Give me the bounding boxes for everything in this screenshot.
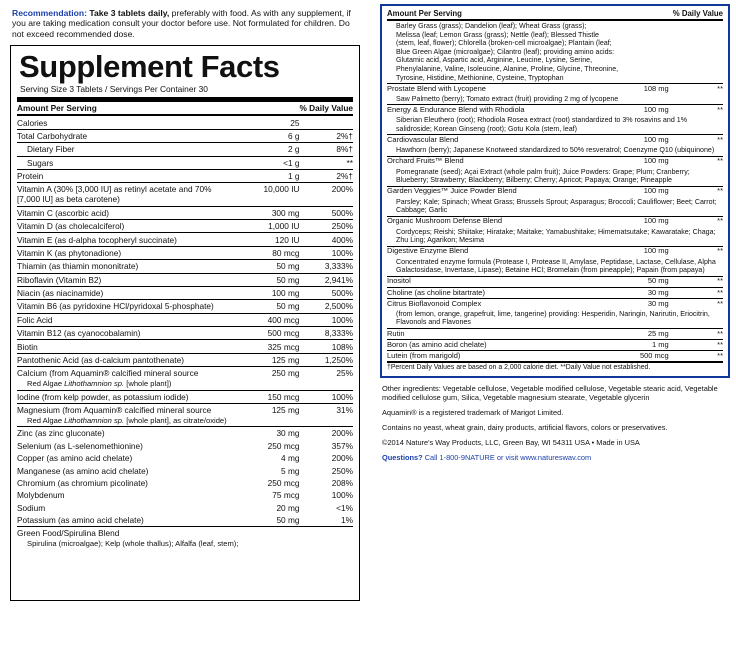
supplement-facts-panel-left xyxy=(10,45,360,601)
row-amount: 1 mg xyxy=(613,340,673,351)
row-dv: 400% xyxy=(300,233,354,246)
row-dv: ** xyxy=(673,186,723,197)
row-name: Citrus Bioflavonoid Complex xyxy=(387,298,613,309)
table-row xyxy=(17,353,353,366)
table-detail-row xyxy=(387,257,723,276)
row-name: Vitamin C (ascorbic acid) xyxy=(17,206,236,219)
row-dv xyxy=(300,115,354,129)
row-amount: 30 mg xyxy=(613,298,673,309)
cont-line: (stem, leaf, flower); Chlorella (broken-cell microalgae); Plantain (leaf; xyxy=(396,39,612,48)
table-header-row xyxy=(387,9,723,20)
row-name: Choline (as choline bitartrate) xyxy=(387,287,613,298)
right-column xyxy=(374,0,736,667)
row-dv: 100% xyxy=(300,390,354,403)
serving-size: Serving Size 3 Tablets / Servings Per Container 30 xyxy=(20,84,208,95)
row-name: Boron (as amino acid chelate) xyxy=(387,340,613,351)
row-dv: ** xyxy=(673,351,723,363)
row-amount: 50 mg xyxy=(236,260,300,273)
table-row xyxy=(17,233,353,246)
row-dv: 1% xyxy=(341,515,353,526)
row-amount: 50 mg xyxy=(236,273,300,286)
row-dv: 100% xyxy=(300,246,354,259)
row-name: Zinc (as zinc gluconate) xyxy=(17,427,236,440)
row-dv: 500% xyxy=(300,286,354,299)
table-detail-row xyxy=(387,145,723,156)
table-row xyxy=(17,260,353,273)
nutrition-table-right xyxy=(387,9,723,374)
row-dv: ** xyxy=(673,105,723,116)
row-dv: 200% xyxy=(300,183,354,206)
header-spacer xyxy=(613,9,673,20)
row-amount: 120 IU xyxy=(236,233,300,246)
row-amount: 50 mg xyxy=(276,515,300,526)
row-amount: 50 mg xyxy=(613,276,673,287)
recommendation-body: preferably with food. As with any supplement, if you are taking medication consult your doctor before use. Not formulated for children. Do not exceed recommended dose. xyxy=(12,8,351,39)
row-dv: 8,333% xyxy=(300,327,354,340)
table-row xyxy=(387,246,723,257)
table-row xyxy=(387,105,723,116)
table-row xyxy=(17,169,353,182)
free-of-note: Contains no yeast, wheat grain, dairy products, artificial flavors, colors or preservatives. xyxy=(382,422,668,432)
cont-line: Blue Green Algae (microalgae); Cilantro (leaf); providing amino acids: xyxy=(396,47,615,56)
row-detail: Cordyceps; Reishi; Shiitake; Hiratake; Maitake; Yamabushitake; Himematsutake; Kawaratake; Chaga; Zhu Ling; Agarikon; Mesima xyxy=(396,227,716,245)
table-row xyxy=(17,115,353,129)
row-dv: 2,941% xyxy=(300,273,354,286)
row-name: Riboflavin (Vitamin B2) xyxy=(17,273,236,286)
continuation-row xyxy=(387,20,723,83)
table-detail-row xyxy=(387,227,723,246)
row-detail: Pomegranate (seed); Açai Extract (whole palm fruit); Juice Powders: Grape; Plum; Cranberry; Blueberry; Strawberry; Blackberry; Bilberry; Cherry; Apricot; Papaya; Orange; Pineapple xyxy=(396,167,690,185)
row-amount: 20 mg xyxy=(276,502,300,513)
row-dv: 100% xyxy=(300,313,354,326)
table-header-row xyxy=(17,102,353,115)
row-dv: ** xyxy=(673,135,723,146)
table-row xyxy=(17,327,353,340)
row-name: Digestive Enzyme Blend xyxy=(387,246,613,257)
row-amount: 400 mcg xyxy=(236,313,300,326)
row-dv: ** xyxy=(673,298,723,309)
table-row xyxy=(17,300,353,313)
row-name: Cardiovascular Blend xyxy=(387,135,613,146)
table-detail-row xyxy=(387,94,723,105)
row-amount: 500 mcg xyxy=(236,327,300,340)
row-dv: 2%† xyxy=(300,169,354,182)
trademark-note: Aquamin® is a registered trademark of Marigot Limited. xyxy=(382,407,564,417)
table-row xyxy=(387,351,723,363)
row-dv: 31% xyxy=(300,403,354,426)
table-row xyxy=(17,220,353,233)
row-name: Molybdenum xyxy=(17,490,65,501)
row-dv: 208% xyxy=(331,477,353,488)
row-name: Green Food/Spirulina Blend xyxy=(17,528,120,539)
row-name: Chromium (as chromium picolinate) xyxy=(17,477,148,488)
row-name: Iodine (from kelp powder, as potassium iodide) xyxy=(17,390,236,403)
row-amount: 250 mg xyxy=(236,367,300,390)
row-dv: 108% xyxy=(300,340,354,353)
row-amount: 6 g xyxy=(236,129,300,142)
table-row xyxy=(17,143,353,156)
table-row xyxy=(17,246,353,259)
green-food-continuation xyxy=(387,20,723,83)
row-dv: <1% xyxy=(336,502,353,513)
row-dv: 2,500% xyxy=(300,300,354,313)
row-dv: 2%† xyxy=(300,129,354,142)
row-dv: 250% xyxy=(300,220,354,233)
table-row xyxy=(17,156,353,169)
row-name: Niacin (as niacinamide) xyxy=(17,286,236,299)
recommendation-label: Recommendation: xyxy=(12,8,87,18)
header-amount-per-serving: Amount Per Serving xyxy=(387,8,462,18)
row-name: Total Carbohydrate xyxy=(17,129,236,142)
row-amount: 10,000 IU xyxy=(236,183,300,206)
row-detail: Concentrated enzyme formula (Protease I, Protease II, Amylase, Peptidase, Lactase, Cellulase, Alpha Galactosidase, Invertase, Lipase); Betaine HCl; Bromelain (from pineapple); Papain (from papaya) xyxy=(396,257,716,275)
row-amount: 100 mg xyxy=(613,186,673,197)
row-amount: 5 mg xyxy=(281,465,300,476)
table-row xyxy=(17,129,353,142)
row-dv: ** xyxy=(673,276,723,287)
table-row xyxy=(17,206,353,219)
row-name: Orchard Fruits™ Blend xyxy=(387,156,613,167)
table-row xyxy=(17,514,353,527)
table-row xyxy=(17,502,353,514)
row-amount: 300 mg xyxy=(236,206,300,219)
row-name: Copper (as amino acid chelate) xyxy=(17,453,133,464)
row-name: Calcium (from Aquamin® calcified mineral source xyxy=(17,368,199,379)
table-row xyxy=(387,186,723,197)
row-amount: 100 mg xyxy=(613,246,673,257)
row-dv: 250% xyxy=(331,465,353,476)
table-row xyxy=(387,83,723,94)
table-row xyxy=(387,216,723,227)
row-amount: 4 mg xyxy=(281,453,300,464)
row-amount: 250 mcg xyxy=(267,477,300,488)
row-name: Dietary Fiber xyxy=(17,143,236,156)
row-amount: 80 mcg xyxy=(236,246,300,259)
row-name: Pantothenic Acid (as d-calcium pantothenate) xyxy=(17,353,236,366)
table-row xyxy=(17,390,353,403)
nutrition-table-left xyxy=(17,102,353,549)
table-row xyxy=(17,452,353,464)
row-name-multiline xyxy=(17,527,353,550)
row-name: Prostate Blend with Lycopene xyxy=(387,83,613,94)
table-detail-row xyxy=(387,167,723,186)
row-name: Protein xyxy=(17,169,236,182)
row-name: Rutin xyxy=(387,328,613,339)
row-name: Calories xyxy=(17,115,236,129)
row-amount: 25 mg xyxy=(613,328,673,339)
row-name: Energy & Endurance Blend with Rhodiola xyxy=(387,105,613,116)
cont-line: Melissa (leaf; Lemon Grass (grass); Nettle (leaf); Blessed Thistle xyxy=(396,30,599,39)
row-subtext: Red Algae Lithothamnion sp. [whole plant]) xyxy=(27,379,172,389)
cont-line: Phenylalanine, Valine, Isoleucine, Alanine, Proline, Glycine, Threonine, xyxy=(396,64,619,73)
row-dv: 500% xyxy=(300,206,354,219)
row-amount: 108 mg xyxy=(613,83,673,94)
table-row xyxy=(17,477,353,489)
table-row xyxy=(387,276,723,287)
row-amount: 100 mg xyxy=(613,156,673,167)
row-amount: 500 mcg xyxy=(613,351,673,363)
table-row xyxy=(17,403,353,426)
row-amount: 1 g xyxy=(236,169,300,182)
row-name: Sodium xyxy=(17,502,46,513)
row-name: Garden Veggies™ Juice Powder Blend xyxy=(387,186,613,197)
table-row xyxy=(17,427,353,440)
row-name-multiline xyxy=(17,403,236,426)
questions-text[interactable]: Call 1-800-9NATURE or visit www.natureswav.com xyxy=(422,452,592,462)
row-amount: 30 mg xyxy=(236,427,300,440)
row-name: Vitamin B12 (as cyanocobalamin) xyxy=(17,327,236,340)
table-row xyxy=(387,328,723,339)
table-row xyxy=(387,340,723,351)
row-name-multiline xyxy=(17,367,236,390)
row-amount: 1,000 IU xyxy=(236,220,300,233)
cont-line: Glutamic acid, Aspartic acid, Arginine, Leucine, Lysine, Serine, xyxy=(396,56,593,65)
table-row xyxy=(17,340,353,353)
row-name: Vitamin K (as phytonadione) xyxy=(17,246,236,259)
footnote-row xyxy=(387,362,723,373)
table-row xyxy=(387,135,723,146)
header-spacer xyxy=(236,102,300,115)
row-dv: 3,333% xyxy=(300,260,354,273)
table-row xyxy=(17,183,353,206)
row-amount: 250 mcg xyxy=(267,440,300,451)
supplement-facts-panel-right xyxy=(380,4,730,378)
questions-label: Questions? xyxy=(382,452,423,462)
table-row xyxy=(17,489,353,501)
row-name: Potassium (as amino acid chelate) xyxy=(17,515,144,526)
row-amount: 150 mcg xyxy=(236,390,300,403)
row-dv: ** xyxy=(673,83,723,94)
row-dv: 25% xyxy=(300,367,354,390)
row-dv: ** xyxy=(673,246,723,257)
table-row xyxy=(17,440,353,452)
row-subtext: Spirulina (microalgae); Kelp (whole thallus); Alfalfa (leaf, stem); xyxy=(27,539,239,549)
cont-line: Barley Grass (grass); Dandelion (leaf); Wheat Grass (grass); xyxy=(396,21,587,30)
row-name: Vitamin D (as cholecalciferol) xyxy=(17,220,236,233)
other-information xyxy=(382,384,728,462)
row-amount: 325 mcg xyxy=(236,340,300,353)
row-dv: 100% xyxy=(331,490,353,501)
row-amount: 100 mg xyxy=(613,105,673,116)
row-name: Folic Acid xyxy=(17,313,236,326)
row-name: Biotin xyxy=(17,340,236,353)
table-row xyxy=(17,464,353,476)
recommendation-dose: Take 3 tablets daily, xyxy=(89,8,170,18)
table-row xyxy=(387,156,723,167)
row-name: Inositol xyxy=(387,276,613,287)
table-detail-row xyxy=(387,197,723,216)
row-name: Thiamin (as thiamin mononitrate) xyxy=(17,260,236,273)
row-amount: 125 mg xyxy=(236,353,300,366)
other-ingredients: Other ingredients: Vegetable cellulose, Vegetable modified cellulose, Vegetable stearic acid, Vegetable modified cellulose gum, Silica, Vegetable magnesium stearate, Vegetable glycerin xyxy=(382,383,718,402)
row-name: Sugars xyxy=(17,156,236,169)
header-daily-value: % Daily Value xyxy=(299,103,353,114)
row-detail: Saw Palmetto (berry); Tomato extract (fruit) providing 2 mg of lycopene xyxy=(396,94,619,103)
row-name: Vitamin A (30% [3,000 IU] as retinyl acetate and 70% [7,000 IU] as beta carotene) xyxy=(17,183,236,206)
row-dv: ** xyxy=(673,340,723,351)
row-amount: 100 mg xyxy=(236,286,300,299)
row-detail: Hawthorn (berry); Japanese Knotweed standardized to 50% resveratrol; Coenzyme Q10 (ubiquinone) xyxy=(396,146,715,155)
row-dv: ** xyxy=(673,287,723,298)
table-row xyxy=(387,287,723,298)
table-row xyxy=(387,298,723,309)
recommendation-text xyxy=(12,8,360,39)
table-row xyxy=(17,527,353,550)
daily-value-footnote: †Percent Daily Values are based on a 2,000 calorie diet. **Daily Value not established. xyxy=(387,362,723,373)
row-name: Selenium (as L-selenomethionine) xyxy=(17,440,143,451)
row-detail: Siberian Eleuthero (root); Rhodiola Rosea extract (root) standardized to 3% rosavins and 1% salidroside; Korean Ginseng (root); Gotu Kola (stem, leaf) xyxy=(396,116,687,133)
row-detail: Parsley; Kale; Spinach; Wheat Grass; Brussels Sprout; Asparagus; Broccoli; Cauliflower; Beet; Carrot; Cabbage; Garlic xyxy=(396,197,717,215)
row-name: Vitamin B6 (as pyridoxine HCl/pyridoxal 5-phosphate) xyxy=(17,300,236,313)
row-dv: 357% xyxy=(331,440,353,451)
table-row xyxy=(17,313,353,326)
cont-line: Tyrosine, Histidine, Methionine, Cysteine, Tryptophan xyxy=(396,73,564,82)
page-title: Supplement Facts xyxy=(19,49,280,85)
row-detail: (from lemon, orange, grapefruit, lime, tangerine) providing: Hesperidin, Naringin, Narirutin, Eriocitrin, Flavonols and Flavones xyxy=(396,309,710,327)
copyright-note: ©2014 Nature's Way Products, LLC, Green Bay, WI 54311 USA • Made in USA xyxy=(382,437,640,447)
questions-line xyxy=(382,453,728,462)
row-subtext: Red Algae Lithothamnion sp. [whole plant], as citrate/oxide) xyxy=(27,416,227,426)
table-row xyxy=(17,286,353,299)
row-name: Vitamin E (as d-alpha tocopheryl succinate) xyxy=(17,233,236,246)
row-dv: 200% xyxy=(300,427,354,440)
header-amount-per-serving: Amount Per Serving xyxy=(17,103,97,114)
row-dv: ** xyxy=(300,156,354,169)
row-amount: <1 g xyxy=(236,156,300,169)
row-dv: ** xyxy=(673,328,723,339)
row-amount: 75 mcg xyxy=(272,490,300,501)
row-dv: 1,250% xyxy=(300,353,354,366)
row-amount: 25 xyxy=(236,115,300,129)
row-name: Organic Mushroom Defense Blend xyxy=(387,216,613,227)
row-amount: 30 mg xyxy=(613,287,673,298)
row-dv: ** xyxy=(673,216,723,227)
row-amount: 50 mg xyxy=(236,300,300,313)
table-detail-row xyxy=(387,116,723,135)
row-name: Lutein (from marigold) xyxy=(387,351,613,363)
row-dv: ** xyxy=(673,156,723,167)
table-row xyxy=(17,367,353,390)
row-amount: 100 mg xyxy=(613,135,673,146)
row-name: Manganese (as amino acid chelate) xyxy=(17,465,149,476)
row-dv: 200% xyxy=(331,453,353,464)
table-detail-row xyxy=(387,309,723,328)
row-amount: 2 g xyxy=(236,143,300,156)
header-daily-value: % Daily Value xyxy=(672,8,723,18)
row-dv: 8%† xyxy=(300,143,354,156)
row-amount: 100 mg xyxy=(613,216,673,227)
row-name: Magnesium (from Aquamin® calcified mineral source xyxy=(17,405,212,416)
row-amount: 125 mg xyxy=(236,403,300,426)
table-row xyxy=(17,273,353,286)
